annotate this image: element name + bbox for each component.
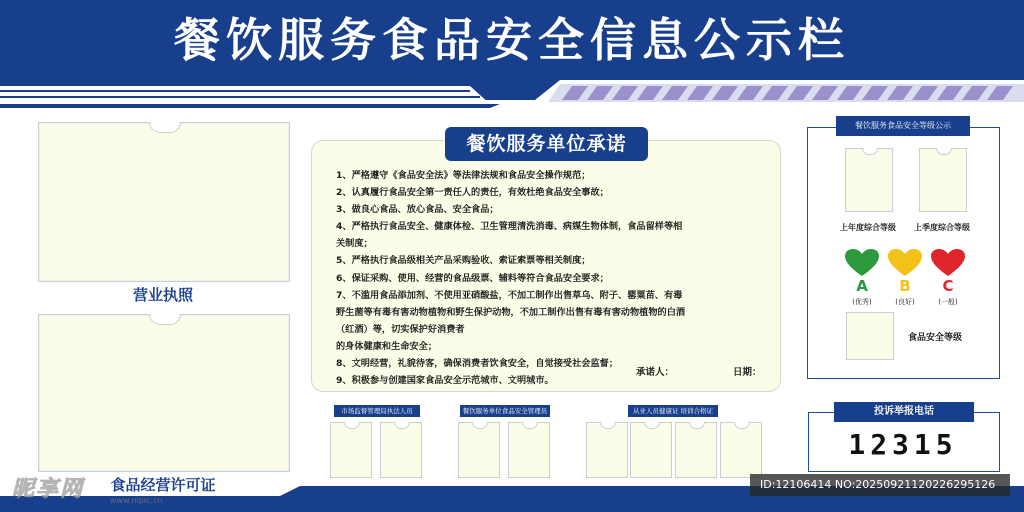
promise-item: 的身体健康和生命安全； (336, 340, 438, 352)
promise-item: 5、严格执行食品级相关产品采购验收、索证索票等相关制度； (336, 255, 591, 267)
frame-tab (394, 422, 410, 429)
enforcement-officer-label: 市场监督管理局执法人员 (334, 405, 420, 417)
promise-item: 关制度； (336, 238, 373, 250)
grade-letter-c: C (942, 277, 954, 295)
frame-tab (149, 122, 181, 133)
grade-letter-a: A (856, 277, 868, 295)
heart-a-icon (845, 249, 879, 277)
frame-tab (472, 422, 488, 429)
frame-tab (644, 422, 660, 429)
cert-frame (720, 422, 762, 478)
frame-tab (600, 422, 616, 429)
business-license-label: 营业执照 (132, 286, 193, 304)
food-permit-label: 食品经营许可证 (110, 476, 216, 494)
promise-item: （红酒）等，切实保护好消费者 (336, 323, 465, 335)
frame-tab (734, 422, 750, 429)
frame-tab (344, 422, 360, 429)
promise-item: 2、认真履行食品安全第一责任人的责任，有效杜绝食品安全事故； (336, 187, 609, 199)
grade-desc-a: (优秀) (852, 298, 872, 306)
image-id-bar: ID:12106414 NO:20250921120226295126 (750, 474, 1010, 496)
promise-item: 1、严格遵守《食品安全法》等法律法规和食品安全操作规范； (336, 170, 591, 181)
promise-item: 4、严格执行食品安全、健康体检、卫生管理清洗消毒、病媒生物体制，食品留样等相 (336, 221, 683, 233)
year-grade-frame (845, 148, 893, 212)
date-label: 日期： (733, 367, 762, 378)
cert-frame (458, 422, 500, 478)
promise-item: 8、文明经营，礼貌待客，确保消费者饮食安全，自觉接受社会监督； (336, 358, 619, 370)
cert-frame (630, 422, 672, 478)
safety-manager-label: 餐饮服务单位食品安全管理员 (460, 405, 550, 417)
watermark-logo: 昵享网 (12, 477, 85, 502)
heart-b-icon (888, 249, 922, 277)
complaint-number: 12315 (848, 428, 958, 461)
frame-tab (149, 314, 181, 325)
business-license-frame (38, 122, 290, 282)
food-permit-frame (38, 314, 290, 472)
grade-desc-c: (一般) (938, 298, 958, 306)
promise-item: 3、做良心食品、放心食品、安全食品； (336, 204, 499, 216)
promise-item: 野生菌等有毒有害动物植物和野生保护动物，不加工制作出售有毒有害动物植物的白酒 (336, 306, 686, 318)
level-label: 食品安全等级 (907, 333, 962, 343)
frame-tab (936, 148, 952, 155)
promise-list (336, 167, 766, 389)
signer-label: 承诺人： (636, 367, 675, 378)
cert-frame (508, 422, 550, 478)
cert-frame (586, 422, 628, 478)
grade-title: 餐饮服务食品安全等级公示 (836, 116, 970, 136)
year-grade-label: 上年度综合等级 (840, 223, 896, 232)
cert-frame (675, 422, 717, 478)
promise-item: 6、保证采购、使用、经营的食品级票、辅料等符合食品安全要求； (336, 272, 609, 284)
frame-tab (522, 422, 538, 429)
watermark-url: www.nipic.cn (110, 496, 163, 505)
heart-c-icon (931, 249, 965, 277)
level-frame (846, 312, 894, 360)
grade-desc-b: (良好) (895, 298, 915, 306)
cert-frame (380, 422, 422, 478)
promise-item: 9、积极参与创建国家食品安全示范城市、文明城市。 (336, 375, 554, 387)
frame-tab (689, 422, 705, 429)
quarter-grade-label: 上季度综合等级 (914, 223, 970, 232)
quarter-grade-frame (919, 148, 967, 212)
cert-frame (330, 422, 372, 478)
page-title: 餐饮服务食品安全信息公示栏 (174, 13, 850, 67)
promise-item: 7、不滥用食品添加剂、不使用亚硝酸盐，不加工制作出售草乌、附子、罂粟苗、有毒 (336, 289, 683, 301)
frame-tab (862, 148, 878, 155)
health-cert-label: 从业人员健康证 培训合格证 (628, 405, 718, 417)
grade-letter-b: B (899, 277, 911, 295)
promise-title: 餐饮服务单位承诺 (445, 127, 648, 161)
complaint-title: 投诉举报电话 (834, 402, 974, 422)
